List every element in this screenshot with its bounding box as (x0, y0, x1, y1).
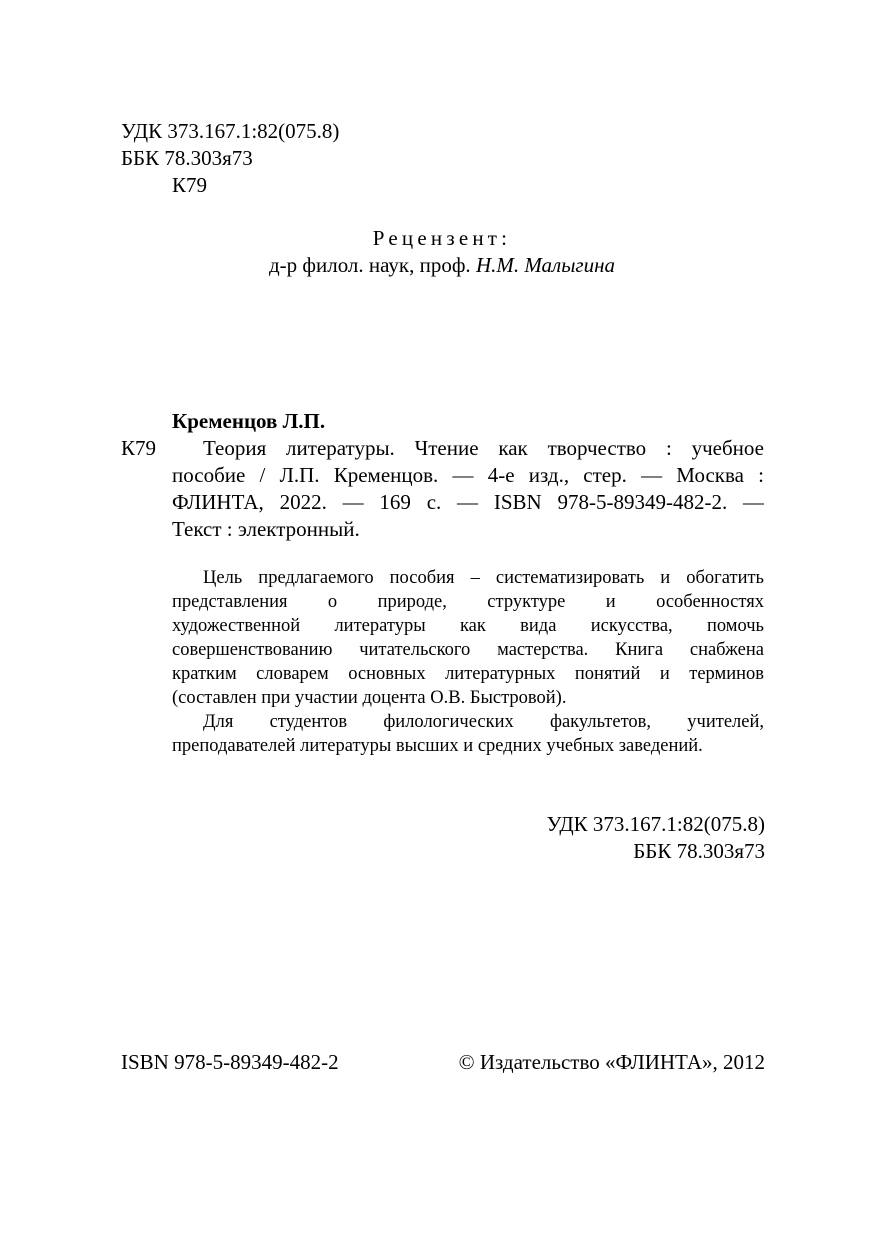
reviewer-label: Рецензент: (372, 226, 512, 250)
annotation-line-1: Цель предлагаемого пособия – систематизировать и обогатить (203, 568, 764, 588)
annotation-line-2: представления о природе, структуре и особенностях (172, 592, 764, 612)
entry-line-1: Теория литературы. Чтение как творчество : учебное (203, 436, 764, 460)
annotation-line-4: совершенствованию читательского мастерства. Книга снабжена (172, 640, 764, 660)
classification-bbk: ББК 78.303я73 (633, 839, 765, 863)
reviewer-name: Н.М. Малыгина (475, 253, 616, 277)
entry-line-4: Текст : электронный. (172, 517, 360, 541)
header-udk: УДК 373.167.1:82(075.8) (121, 119, 340, 143)
entry-line-3: ФЛИНТА, 2022. — 169 с. — ISBN 978-5-89349-482-2. — (172, 490, 764, 514)
annotation-line-5: кратким словарем основных литературных понятий и терминов (172, 664, 764, 684)
reviewer-credentials: д-р филол. наук, проф. (268, 253, 476, 277)
header-bbk: ББК 78.303я73 (121, 146, 253, 170)
entry-line-2: пособие / Л.П. Кременцов. — 4-е изд., стер. — Москва : (172, 463, 764, 487)
annotation-line-8: преподавателей литературы высших и средних учебных заведений. (172, 736, 703, 756)
annotation-line-3: художественной литературы как вида искусства, помочь (172, 616, 764, 636)
header-code: К79 (172, 173, 208, 197)
entry-author: Кременцов Л.П. (172, 409, 326, 433)
classification-udk: УДК 373.167.1:82(075.8) (546, 812, 765, 836)
annotation-line-6: (составлен при участии доцента О.В. Быстровой). (172, 688, 567, 708)
footer-isbn: ISBN 978-5-89349-482-2 (121, 1050, 339, 1074)
footer-copyright: © Издательство «ФЛИНТА», 2012 (458, 1050, 765, 1074)
annotation-line-7: Для студентов филологических факультетов, учителей, (203, 712, 764, 732)
entry-code: К79 (121, 436, 157, 460)
reviewer-line (0, 253, 884, 278)
